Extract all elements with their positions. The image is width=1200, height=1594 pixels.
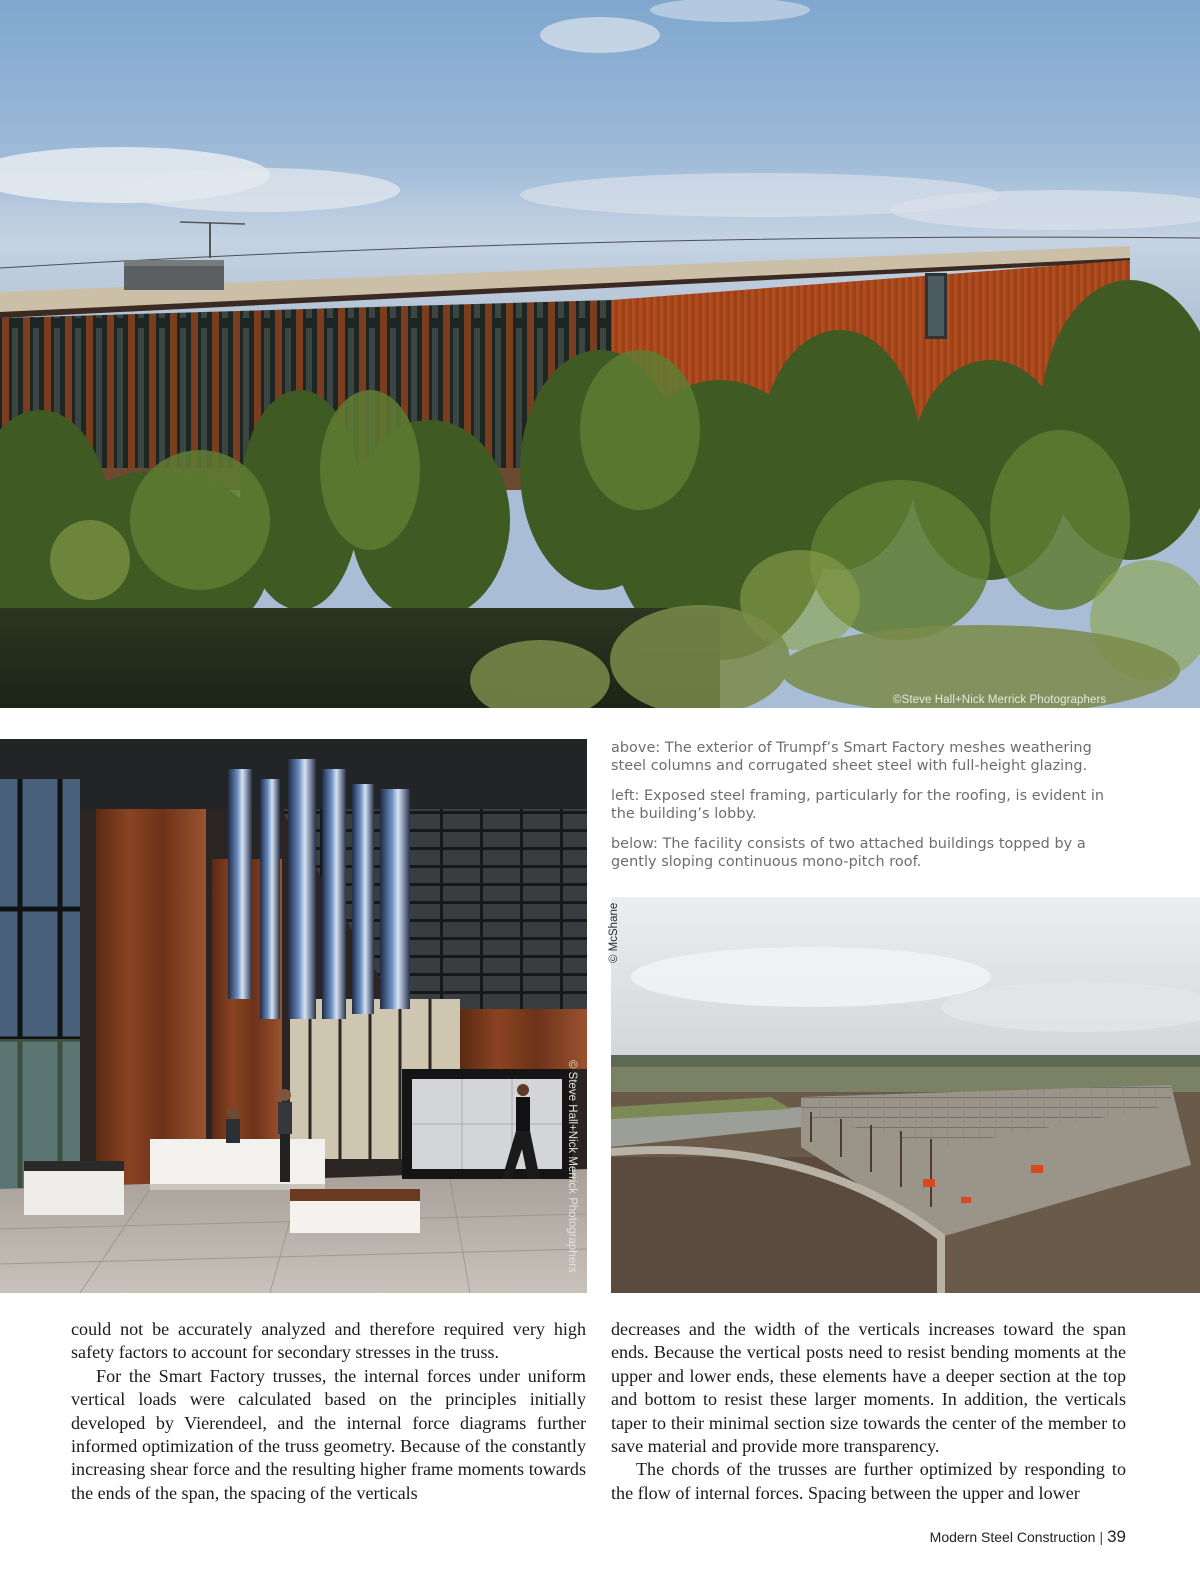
page-number: 39 [1107,1527,1126,1546]
lobby-photo-credit: © Steve Hall+Nick Merrick Photographers [566,1060,578,1273]
caption-above: above: The exterior of Trumpf’s Smart Factory meshes weathering steel columns and corrugated sheet steel with full-height glazing. [611,740,1092,774]
body-column-left [71,1318,586,1505]
lobby-photo-illustration [0,739,587,1293]
hero-photo-illustration [0,0,1200,708]
photo-captions [611,739,1111,883]
body-paragraph: could not be accurately analyzed and therefore required very high safety factors to account for secondary stresses in the truss. [71,1319,586,1363]
caption-below: below: The facility consists of two attached buildings topped by a gently sloping continuous mono-pitch roof. [611,836,1086,870]
footer-separator: | [1099,1529,1104,1545]
aerial-construction-photo [611,897,1200,1293]
hero-photo-credit: ©Steve Hall+Nick Merrick Photographers [893,694,1107,706]
body-column-right [611,1318,1126,1505]
body-paragraph: For the Smart Factory trusses, the internal forces under uniform vertical loads were calculated based on the principles initially developed by Vierendeel, and the internal force diagrams further informed optimization of the truss geometry. Because of the constantly increasing shear force and the resulting higher frame moments towards the ends of the span, the spacing of the verticals [71,1365,586,1503]
body-paragraph: The chords of the trusses are further optimized by responding to the flow of internal forces. Spacing between the upper and lower [611,1459,1126,1503]
caption-left: left: Exposed steel framing, particularly for the roofing, is evident in the building’s lobby. [611,788,1105,822]
aerial-photo-illustration [611,897,1200,1293]
lobby-photo [0,739,587,1293]
publication-name: Modern Steel Construction [929,1529,1096,1545]
aerial-photo-credit: © McShane [608,902,620,963]
body-paragraph: decreases and the width of the verticals increases toward the span ends. Because the vertical posts need to resist bending moments at the upper and lower ends, these elements have a deeper section at the top and bottom to resist these larger moments. In addition, the verticals taper to their minimal section size towards the center of the member to save material and provide more transparency. [611,1319,1126,1457]
page-footer [930,1527,1126,1547]
hero-photo-exterior [0,0,1200,708]
